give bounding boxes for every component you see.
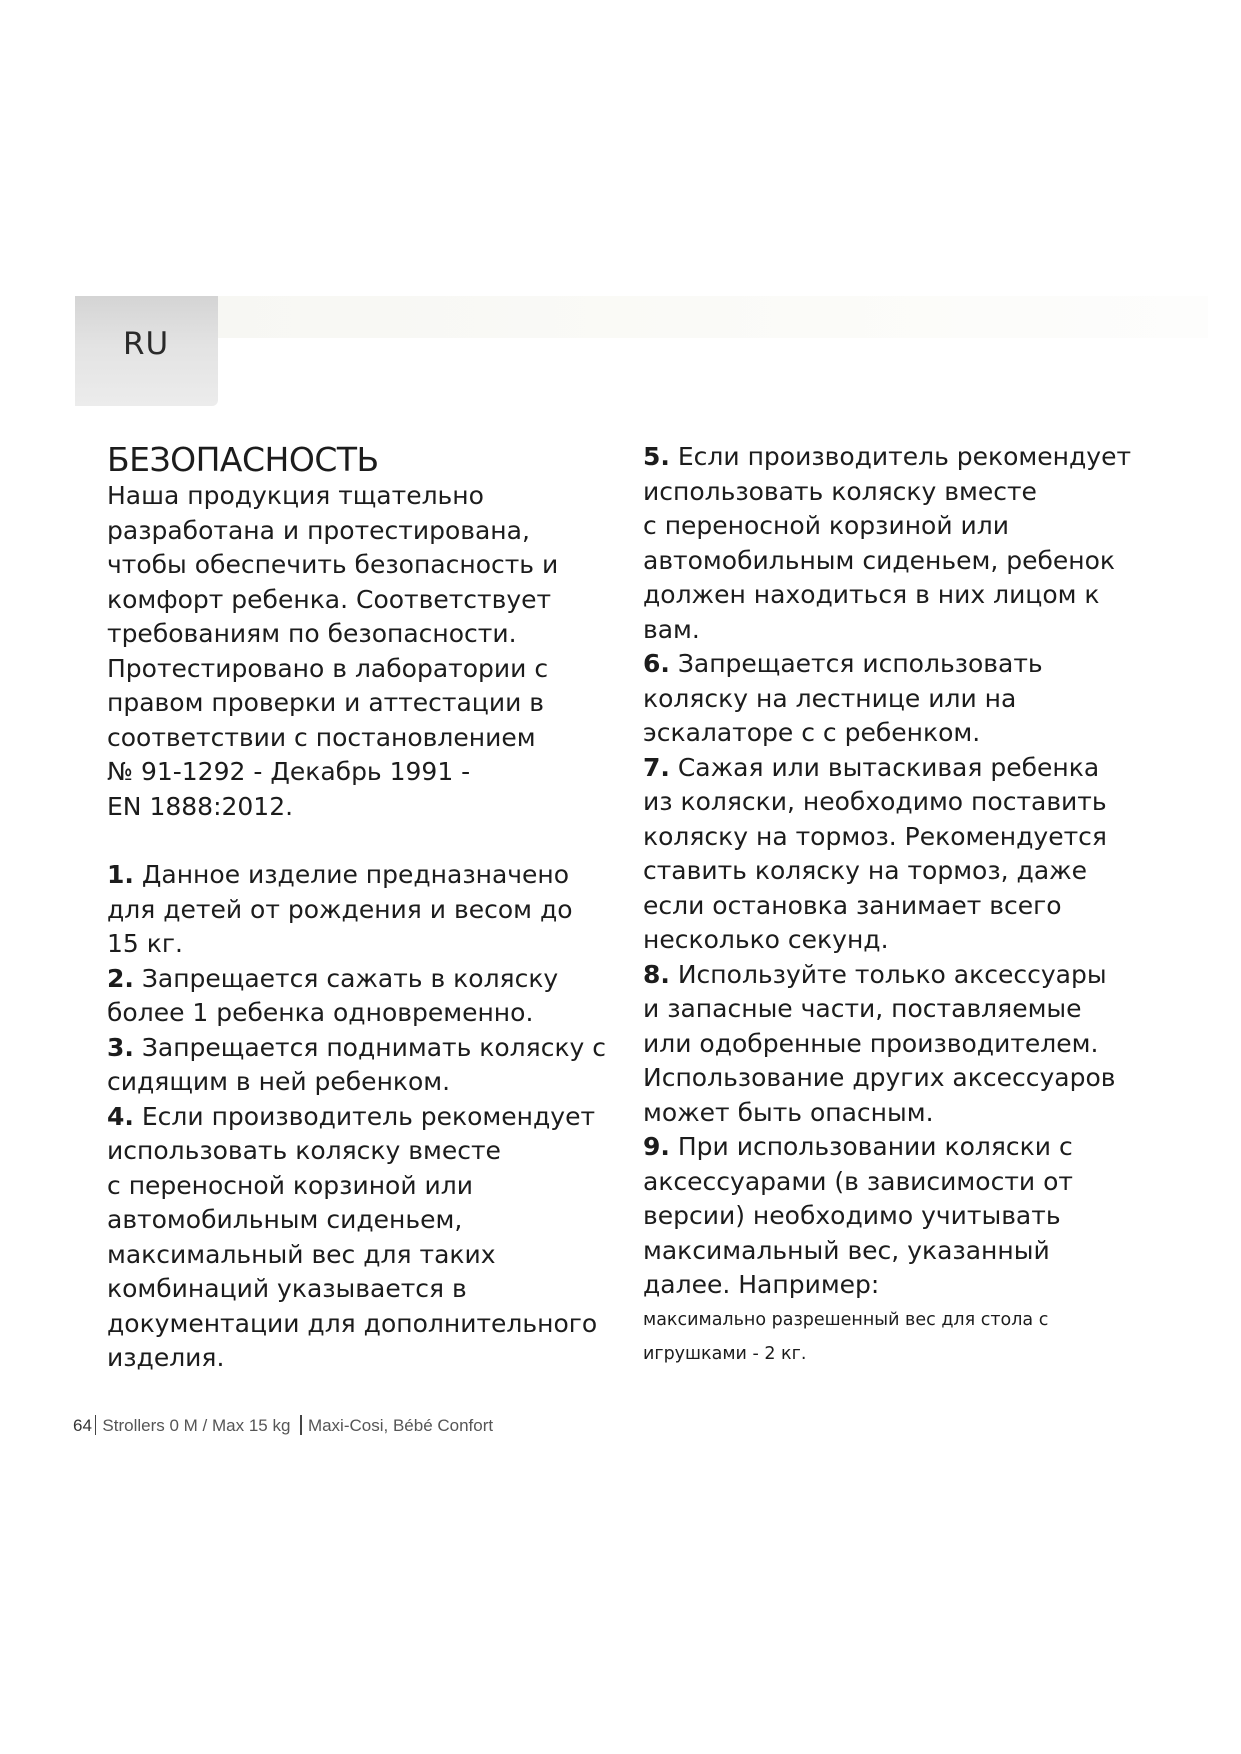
rule-line: максимальный вес, указанный (643, 1235, 1050, 1265)
rule-line: использовать коляску вместе (643, 476, 1037, 506)
rule-line: с переносной корзиной или (107, 1170, 474, 1200)
rule-line: вам. (643, 614, 700, 644)
rule-number: 5. (643, 442, 670, 471)
rule-line: несколько секунд. (643, 925, 889, 954)
rule-2 (107, 962, 627, 1031)
section-title: БЕЗОПАСНОСТЬ (107, 440, 379, 479)
rule-line (107, 1031, 627, 1066)
rule-line: с переносной корзиной или (643, 511, 1010, 540)
rule-1 (107, 858, 627, 962)
rule-line: аксессуарами (в зависимости от (643, 1166, 1073, 1196)
rule-line: коляску на тормоз. Рекомендуется (643, 821, 1107, 851)
footer-product: Strollers 0 M / Max 15 kg (102, 1416, 291, 1435)
rule-text: Данное изделие предназначено (133, 860, 570, 889)
left-column (107, 440, 627, 1376)
intro-line: Наша продукция тщательно (107, 481, 484, 510)
rule-6 (643, 647, 1163, 751)
intro-paragraph (107, 479, 627, 824)
rule-number: 4. (107, 1101, 134, 1131)
intro-line: разработана и протестирована, (107, 515, 530, 545)
rule-3 (107, 1031, 627, 1100)
rule-line: 15 кг. (107, 929, 183, 958)
intro-line: соответствии с постановлением (107, 722, 536, 752)
rule-line: для детей от рождения и весом до (107, 894, 573, 924)
intro-line: EN 1888:2012. (107, 791, 294, 821)
rule-line (107, 962, 627, 997)
rule-line: более 1 ребенка одновременно. (107, 998, 534, 1027)
rule-line: ставить коляску на тормоз, даже (643, 856, 1088, 885)
rule-line: использовать коляску вместе (107, 1136, 501, 1165)
rule-number: 9. (643, 1132, 670, 1161)
footer-brands: Maxi-Cosi, Bébé Confort (307, 1416, 494, 1435)
rule-text: Если производитель рекомендует (669, 442, 1132, 471)
rule-5 (643, 440, 1163, 647)
rule-line: если остановка занимает всего (643, 890, 1062, 920)
rule-text: Если производитель рекомендует (133, 1101, 596, 1131)
note-line: игрушками - 2 кг. (643, 1343, 807, 1364)
rule-line (643, 751, 1163, 786)
intro-line: № 91-1292 - Декабрь 1991 - (107, 757, 471, 786)
rule-text: Запрещается сажать в коляску (133, 963, 559, 993)
rule-line: или одобренные производителем. (643, 1028, 1099, 1058)
rule-line: автомобильным сиденьем, ребенок (643, 545, 1115, 575)
right-column (643, 440, 1163, 1371)
intro-line: Протестировано в лаборатории с (107, 653, 549, 683)
rule-line: автомобильным сиденьем, (107, 1205, 463, 1234)
header-strip (218, 296, 1208, 338)
intro-line: правом проверки и аттестации в (107, 688, 544, 717)
rule-line: и запасные части, поставляемые (643, 994, 1082, 1023)
rule-number: 6. (643, 649, 670, 678)
rule-line (107, 858, 627, 893)
rule-text: Сажая или вытаскивая ребенка (669, 752, 1100, 782)
footer-separator (300, 1415, 302, 1435)
intro-line: комфорт ребенка. Соответствует (107, 584, 552, 614)
rule-8 (643, 958, 1163, 1131)
intro-line: чтобы обеспечить безопасность и (107, 550, 559, 579)
rule-line: из коляски, необходимо поставить (643, 787, 1107, 816)
footer-separator (95, 1415, 97, 1435)
rule-number: 7. (643, 752, 670, 782)
rule-line: далее. Например: (643, 1270, 880, 1299)
rule-number: 2. (107, 963, 134, 993)
language-tab-label: RU (123, 326, 170, 362)
rule-number: 3. (107, 1032, 134, 1062)
rule-9 (643, 1130, 1163, 1303)
rule-line (643, 958, 1163, 993)
note-line: максимально разрешенный вес для стола с (643, 1309, 1049, 1330)
rule-number: 8. (643, 959, 670, 989)
page-number: 64 (73, 1416, 92, 1435)
rule-number: 1. (107, 860, 134, 889)
rule-line (107, 1100, 627, 1135)
language-tab (75, 296, 218, 406)
rule-line: должен находиться в них лицом к (643, 580, 1100, 609)
rule-line: может быть опасным. (643, 1097, 934, 1127)
rule-line: коляску на лестнице или на (643, 683, 1017, 713)
rule-line (643, 440, 1163, 475)
rule-text: При использовании коляски с (669, 1132, 1073, 1161)
rule-line: максимальный вес для таких (107, 1239, 496, 1269)
spacer (107, 824, 627, 858)
rule-text: Используйте только аксессуары (669, 959, 1107, 989)
intro-line: требованиям по безопасности. (107, 619, 517, 648)
rule-line: эскалаторе с с ребенком. (643, 718, 981, 747)
rule-line: документации для дополнительного (107, 1308, 598, 1338)
rule-7 (643, 751, 1163, 958)
rule-line (643, 647, 1163, 682)
rule-line (643, 1130, 1163, 1165)
rule-line: изделия. (107, 1343, 225, 1372)
rule-line: Использование других аксессуаров (643, 1063, 1116, 1092)
page-footer (73, 1415, 493, 1436)
rule-line: комбинаций указывается в (107, 1274, 467, 1303)
rule-4 (107, 1100, 627, 1376)
rule-text: Запрещается поднимать коляску с (133, 1032, 607, 1062)
rule-text: Запрещается использовать (669, 649, 1043, 678)
rule-line: сидящим в ней ребенком. (107, 1067, 451, 1096)
rule-line: версии) необходимо учитывать (643, 1201, 1061, 1230)
